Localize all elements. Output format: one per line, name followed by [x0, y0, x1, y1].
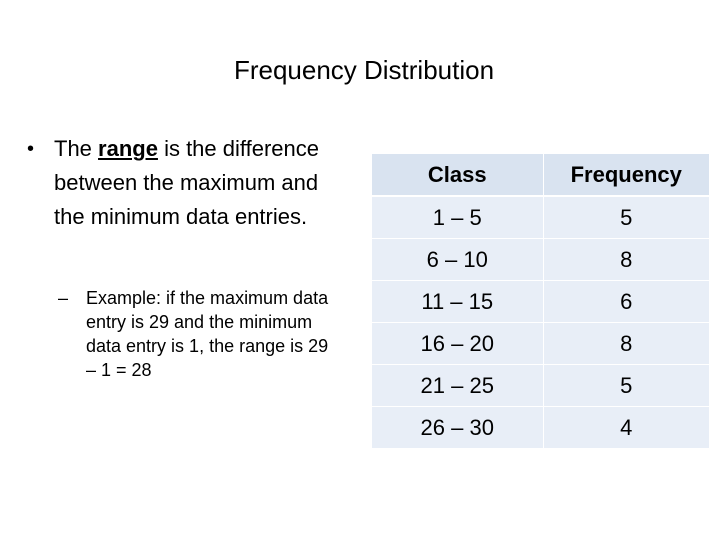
- cell-class: 1 – 5: [372, 196, 543, 239]
- header-class: Class: [372, 154, 543, 197]
- sub-bullet-text: Example: if the maximum data entry is 29 and the minimum data entry is 1, the range is 29 – 1 = 28: [86, 288, 329, 380]
- table-row: [372, 239, 709, 281]
- cell-frequency: 4: [543, 407, 709, 449]
- table-row: [372, 365, 709, 407]
- bullet-text-before: The: [54, 136, 99, 161]
- cell-class: 21 – 25: [372, 365, 543, 407]
- bullet-text-after: is the difference between the maximum and the minimum data entries.: [54, 136, 319, 229]
- table-row: [372, 281, 709, 323]
- table-header-row: [372, 154, 709, 197]
- cell-frequency: 5: [543, 196, 709, 239]
- bullet-list: [22, 132, 352, 382]
- bullet-dot-icon: •: [27, 138, 35, 160]
- sub-bullet-dash-icon: –: [58, 288, 69, 308]
- bullet-item-range: [22, 132, 352, 234]
- cell-frequency: 6: [543, 281, 709, 323]
- sub-bullet-example: [58, 286, 336, 382]
- cell-frequency: 5: [543, 365, 709, 407]
- cell-class: 11 – 15: [372, 281, 543, 323]
- table-row: [372, 196, 709, 239]
- slide-title: Frequency Distribution: [233, 55, 495, 85]
- header-frequency: Frequency: [543, 154, 709, 197]
- table-row: [372, 407, 709, 449]
- cell-frequency: 8: [543, 239, 709, 281]
- table-row: [372, 323, 709, 365]
- cell-class: 16 – 20: [372, 323, 543, 365]
- bullet-keyword: range: [98, 136, 158, 161]
- cell-class: 6 – 10: [372, 239, 543, 281]
- cell-frequency: 8: [543, 323, 709, 365]
- frequency-table: [372, 153, 709, 449]
- cell-class: 26 – 30: [372, 407, 543, 449]
